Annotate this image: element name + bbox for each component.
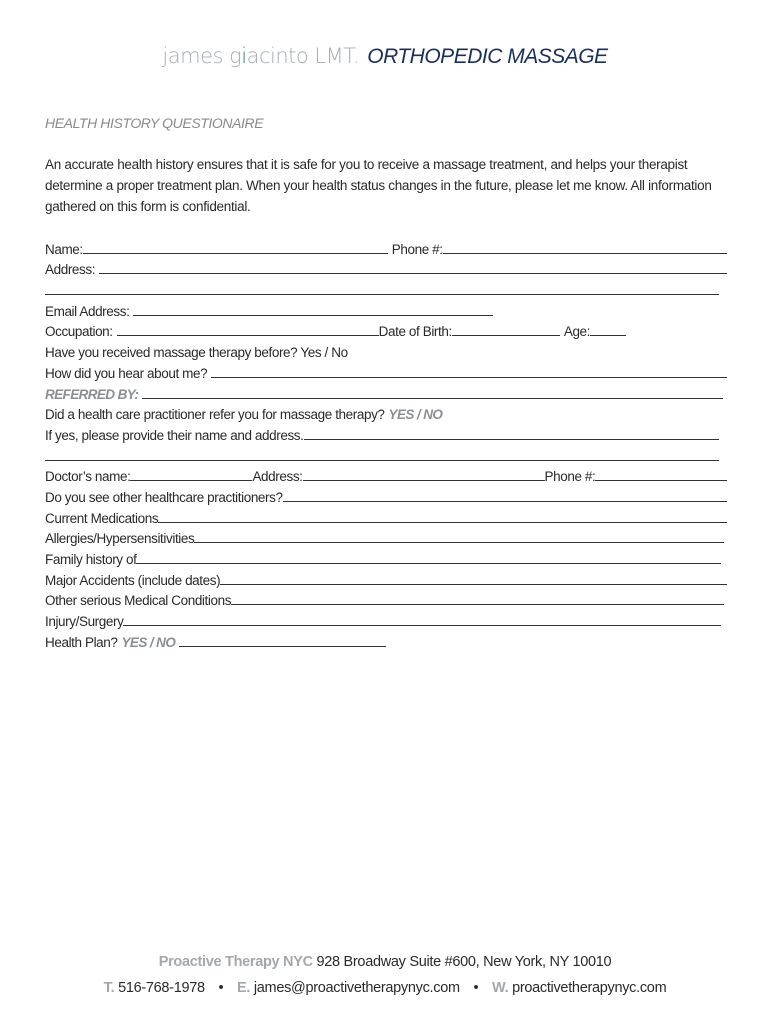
bullet-separator: • (473, 980, 479, 996)
family-history-row (45, 546, 727, 567)
name-field[interactable] (83, 241, 388, 254)
doctor-row (45, 464, 727, 485)
footer-email[interactable]: james@proactivetherapynyc.com (253, 980, 460, 996)
phone-label: Phone #: (391, 241, 443, 257)
conditions-field[interactable] (231, 592, 724, 605)
intro-paragraph: An accurate health history ensures that it is safe for you to receive a massage treatment, and helps your therapist determine a proper treatment plan. When your health status changes in the future, please let me know. All information gathered on this form is confidential. (45, 157, 712, 214)
web-label: W. (492, 980, 509, 996)
footer-website[interactable]: proactivetherapynyc.com (512, 980, 667, 996)
doctor-name-label: Doctor’s name: (45, 469, 131, 485)
other-practitioners-field[interactable] (283, 489, 727, 502)
if-yes-row-2 (45, 443, 727, 464)
footer-address: 928 Broadway Suite #600, New York, NY 10010 (316, 954, 612, 970)
specialty-title: ORTHOPEDIC MASSAGE (367, 45, 608, 68)
doctor-address-field[interactable] (303, 468, 545, 481)
health-plan-field[interactable] (179, 634, 386, 647)
therapist-name: james giacinto LMT. (162, 44, 360, 68)
footer-brand: Proactive Therapy NYC (158, 954, 313, 970)
hear-about-field[interactable] (211, 365, 727, 378)
massage-before-question: Have you received massage therapy before? Yes / No (45, 345, 348, 361)
accidents-label: Major Accidents (include dates) (45, 572, 221, 588)
address-field[interactable] (99, 261, 727, 274)
occupation-field[interactable] (117, 323, 379, 336)
accidents-row (45, 567, 727, 588)
medications-field[interactable] (158, 510, 727, 523)
address-label: Address: (45, 262, 96, 278)
referred-by-label: REFERRED BY: (45, 386, 139, 402)
if-yes-field-2[interactable] (45, 448, 719, 461)
health-plan-label: Health Plan? (45, 634, 118, 650)
injury-label: Injury/Surgery (45, 614, 124, 630)
address-row (45, 257, 727, 278)
health-plan-row (45, 629, 727, 650)
medications-row (45, 505, 727, 526)
accidents-field[interactable] (220, 572, 727, 585)
tel-label: T. (103, 980, 115, 996)
medications-label: Current Medications (45, 510, 159, 526)
dob-label: Date of Birth: (378, 324, 452, 340)
age-field[interactable] (590, 323, 626, 336)
email-row (45, 298, 727, 319)
questionnaire-form (45, 236, 727, 650)
conditions-row (45, 588, 727, 609)
doctor-phone-field[interactable] (595, 468, 727, 481)
dob-field[interactable] (452, 323, 560, 336)
form-title: HEALTH HISTORY QUESTIONAIRE (45, 115, 264, 131)
injury-field[interactable] (123, 613, 721, 626)
footer-phone: 516-768-1978 (118, 980, 205, 996)
health-plan-yes-no: YES / NO (121, 634, 176, 650)
bullet-separator: • (218, 980, 224, 996)
doctor-phone-label: Phone #: (544, 469, 596, 485)
massage-before-row (45, 339, 727, 360)
referred-by-field[interactable] (142, 386, 723, 399)
letterhead (0, 44, 770, 69)
practitioner-refer-yes-no: YES / NO (388, 407, 443, 423)
email-label: Email Address: (45, 303, 130, 319)
other-practitioners-label: Do you see other healthcare practitioners? (45, 489, 283, 505)
email-label-footer: E. (237, 980, 251, 996)
footer-contact-line (0, 980, 770, 996)
address-field-2[interactable] (45, 282, 719, 295)
age-label: Age: (563, 324, 591, 340)
phone-field[interactable] (443, 241, 727, 254)
footer-address-line (0, 954, 770, 970)
doctor-name-field[interactable] (130, 468, 252, 481)
allergies-field[interactable] (194, 530, 724, 543)
referred-by-row (45, 381, 727, 402)
hear-about-row (45, 360, 727, 381)
if-yes-label: If yes, please provide their name and address. (45, 427, 304, 443)
if-yes-row (45, 422, 727, 443)
name-label: Name: (45, 241, 83, 257)
conditions-label: Other serious Medical Conditions (45, 593, 232, 609)
practitioner-refer-row (45, 402, 727, 423)
occupation-label: Occupation: (45, 324, 113, 340)
doctor-address-label: Address: (252, 469, 303, 485)
address-row-2 (45, 277, 727, 298)
if-yes-field[interactable] (304, 427, 719, 440)
name-row (45, 236, 727, 257)
other-practitioners-row (45, 484, 727, 505)
occupation-row (45, 319, 727, 340)
family-history-label: Family history of (45, 552, 137, 567)
family-history-field[interactable] (136, 551, 721, 564)
email-field[interactable] (133, 303, 493, 316)
injury-row (45, 608, 727, 629)
hear-about-label: How did you hear about me? (45, 365, 208, 381)
allergies-label: Allergies/Hypersensitivities (45, 531, 195, 547)
allergies-row (45, 526, 727, 547)
practitioner-refer-question: Did a health care practitioner refer you for massage therapy? (45, 407, 385, 423)
